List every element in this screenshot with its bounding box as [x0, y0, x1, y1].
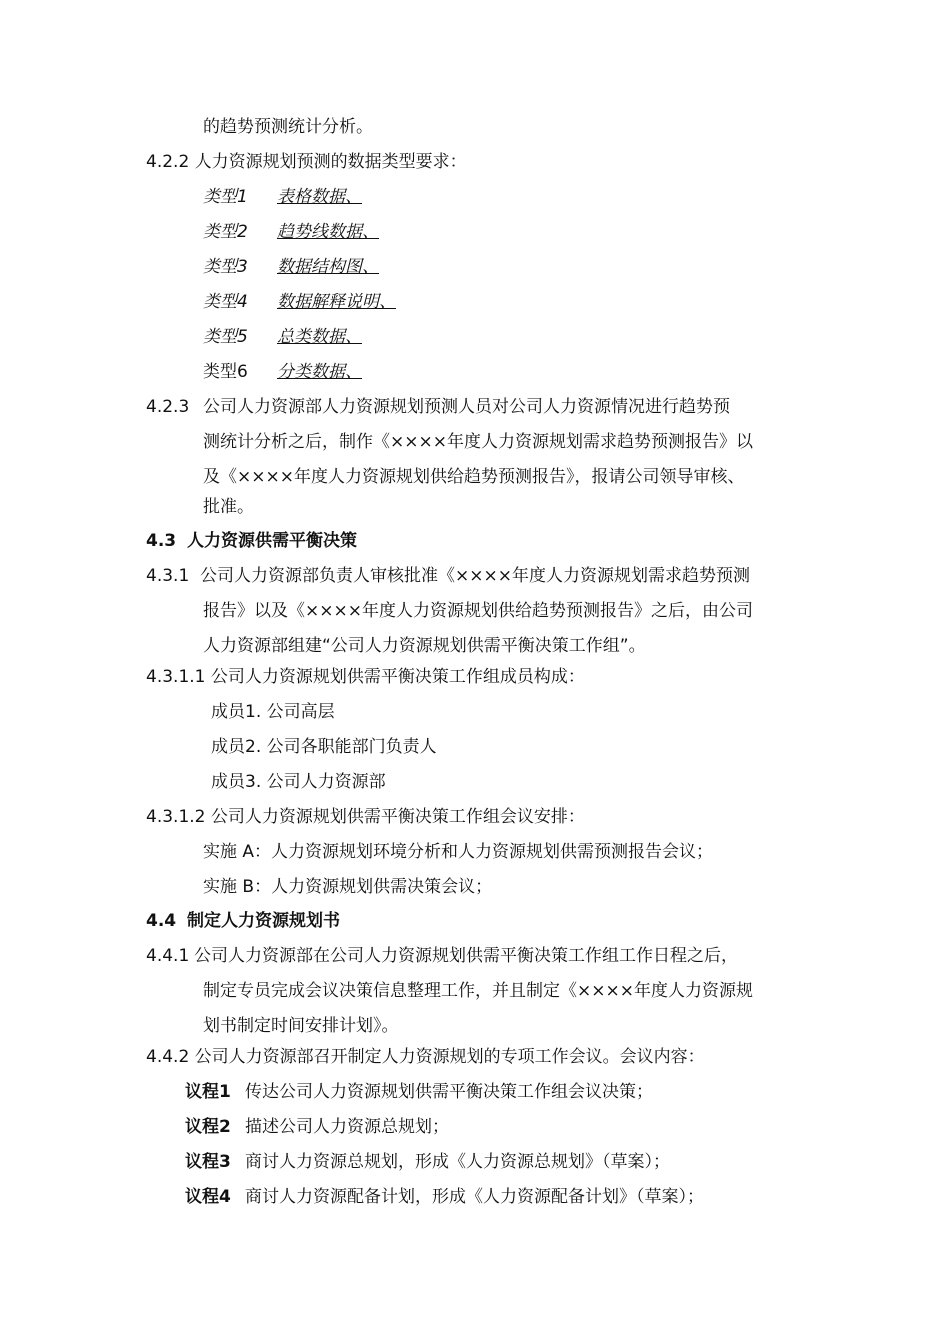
- agenda-item: [185, 1186, 704, 1208]
- data-type-item: [203, 221, 379, 243]
- section-number-4-2-3: 4.2.3: [146, 397, 190, 417]
- data-type-item: [203, 186, 362, 208]
- section-heading-4-4: [146, 910, 340, 932]
- data-type-item: [203, 256, 379, 278]
- section-number-4-3-1: 4.3.1: [146, 566, 190, 586]
- heading-title: 人力资源供需平衡决策: [187, 531, 357, 551]
- data-type-value: 总类数据、: [277, 327, 362, 347]
- data-type-label: 类型3: [203, 257, 248, 277]
- agenda-label: 议程2: [185, 1117, 231, 1137]
- section-number: 4.4.2: [146, 1047, 190, 1067]
- agenda-text: 描述公司人力资源总规划；: [245, 1117, 449, 1137]
- section-text: 公司人力资源规划供需平衡决策工作组成员构成：: [210, 667, 585, 687]
- agenda-item: [185, 1151, 670, 1173]
- paragraph-line: 制定专员完成会议决策信息整理工作，并且制定《××××年度人力资源规: [203, 981, 753, 1001]
- agenda-item: [185, 1116, 449, 1138]
- agenda-item: [185, 1081, 653, 1103]
- data-type-value: 分类数据、: [277, 362, 362, 382]
- section-text: 公司人力资源规划供需平衡决策工作组会议安排：: [210, 807, 585, 827]
- member-item: 成员2. 公司各职能部门负责人: [211, 737, 437, 757]
- section-4-3-1-1: [146, 666, 585, 688]
- data-type-value: 趋势线数据、: [277, 222, 379, 242]
- heading-number: 4.3: [146, 531, 177, 551]
- data-type-value: 数据结构图、: [277, 257, 379, 277]
- paragraph-line: 公司人力资源部负责人审核批准《××××年度人力资源规划需求趋势预测: [200, 566, 750, 586]
- paragraph-line: 测统计分析之后，制作《××××年度人力资源规划需求趋势预测报告》以: [203, 432, 753, 452]
- paragraph-line: 人力资源部组建“公司人力资源规划供需平衡决策工作组”。: [203, 636, 646, 656]
- heading-title: 制定人力资源规划书: [187, 911, 340, 931]
- paragraph-line: 公司人力资源部在公司人力资源规划供需平衡决策工作组工作日程之后，: [194, 946, 738, 966]
- agenda-text: 传达公司人力资源规划供需平衡决策工作组会议决策；: [245, 1082, 653, 1102]
- data-type-label: 类型4: [203, 292, 248, 312]
- section-4-2-2: [146, 151, 467, 173]
- data-type-label: 类型5: [203, 327, 248, 347]
- paragraph-line: 及《××××年度人力资源规划供给趋势预测报告》，报请公司领导审核、: [203, 467, 745, 487]
- member-item: 成员1. 公司高层: [211, 702, 335, 722]
- paragraph-line: 批准。: [203, 497, 254, 517]
- data-type-item: [203, 361, 362, 383]
- data-type-value: 数据解释说明、: [277, 292, 396, 312]
- member-item: 成员3. 公司人力资源部: [211, 772, 386, 792]
- paragraph-continuation: 的趋势预测统计分析。: [203, 117, 373, 137]
- agenda-text: 商讨人力资源配备计划，形成《人力资源配备计划》（草案）；: [245, 1187, 704, 1207]
- paragraph-line: 报告》以及《××××年度人力资源规划供给趋势预测报告》之后，由公司: [203, 601, 753, 621]
- section-number: 4.2.2: [146, 152, 190, 172]
- section-text: 人力资源规划预测的数据类型要求：: [194, 152, 467, 172]
- section-4-3-1-2: [146, 806, 585, 828]
- agenda-label: 议程4: [185, 1187, 231, 1207]
- section-heading-4-3: [146, 530, 357, 552]
- agenda-label: 议程1: [185, 1082, 231, 1102]
- agenda-text: 商讨人力资源总规划，形成《人力资源总规划》（草案）；: [245, 1152, 670, 1172]
- paragraph-line: 划书制定时间安排计划》。: [203, 1016, 399, 1036]
- section-number: 4.3.1.1: [146, 667, 206, 687]
- data-type-label: 类型6: [203, 362, 248, 382]
- agenda-label: 议程3: [185, 1152, 231, 1172]
- section-number-4-4-1: 4.4.1: [146, 946, 190, 966]
- data-type-label: 类型1: [203, 187, 248, 207]
- data-type-item: [203, 326, 362, 348]
- section-number: 4.3.1.2: [146, 807, 206, 827]
- meeting-item: 实施 B：人力资源规划供需决策会议；: [203, 877, 493, 897]
- section-text: 公司人力资源部召开制定人力资源规划的专项工作会议。会议内容：: [194, 1047, 705, 1067]
- data-type-label: 类型2: [203, 222, 248, 242]
- heading-number: 4.4: [146, 911, 177, 931]
- paragraph-line: 公司人力资源部人力资源规划预测人员对公司人力资源情况进行趋势预: [203, 397, 730, 417]
- data-type-item: [203, 291, 396, 313]
- data-type-value: 表格数据、: [277, 187, 362, 207]
- section-4-4-2: [146, 1046, 705, 1068]
- meeting-item: 实施 A：人力资源规划环境分析和人力资源规划供需预测报告会议；: [203, 842, 714, 862]
